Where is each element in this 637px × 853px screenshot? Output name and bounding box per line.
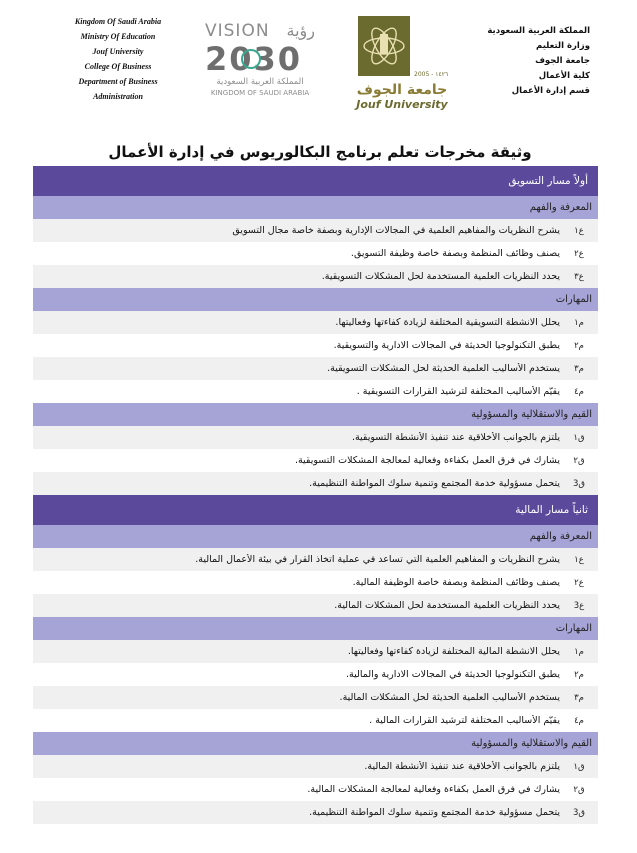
letterhead-line: المملكة العربية السعودية [487,26,590,36]
outcome-text: يطبق التكنولوجيا الحديثة في المجالات الادارية والمالية. [346,669,560,680]
jouf-university-logo [340,12,470,112]
outcome-row [33,571,598,594]
letterhead-line: Administration [93,92,143,101]
outcome-code: ق٢ [573,455,585,466]
outcome-text: يصنف وظائف المنظمة وبصفة خاصة الوظيفة المالية. [352,577,560,588]
outcome-code: ق٢ [573,784,585,795]
outcome-row [33,709,598,732]
letterhead-line: كلية الأعمال [538,71,590,81]
document-header [0,0,637,130]
outcome-code: ع٢ [574,248,584,259]
outcome-row [33,548,598,571]
university-established: 2005 - ١٤٢٦ [414,71,449,78]
vision-arabic-word: رؤية [286,21,315,40]
outcome-code: ق١ [573,761,585,772]
outcome-code: ق3 [572,478,586,489]
outcome-row [33,640,598,663]
outcome-code: م٤ [574,386,584,397]
outcome-text: يتحمل مسؤولية خدمة المجتمع وتنمية سلوك المواطنة التنظيمية. [309,478,560,489]
vision-arabic-subtitle: المملكة العربية السعودية [216,77,304,87]
outcome-text: يحدد النظريات العلمية المستخدمة لحل المشكلات المالية. [334,600,560,611]
outcome-code: م٣ [574,692,584,703]
university-english-name: Jouf University [356,98,448,111]
outcome-code: ق١ [573,432,585,443]
outcome-text: يقيّم الأساليب المختلفة لترشيد القرارات التسويقية . [356,386,560,397]
outcome-code: م٢ [574,669,584,680]
outcome-text: يلتزم بالجوانب الأخلاقية عند تنفيذ الأنشطة التسويقية. [351,432,560,443]
outcome-text: يحلل الانشطة المالية المختلفة لزيادة كفاءتها وفعاليتها. [347,646,560,657]
letterhead-line: Department of Business [78,77,158,86]
document-title: وثيقة مخرجات تعلم برنامج البكالوريوس في إدارة الأعمال [108,143,532,161]
track-header-marketing: أولاً مسار التسويق [33,166,598,196]
outcome-code: م١ [574,646,584,657]
outcome-text: يشارك في فرق العمل بكفاءة وفعالية لمعالجة المشكلات التسويقية. [294,455,560,466]
outcome-row [33,380,598,403]
outcome-text: يلتزم بالجوانب الأخلاقية عند تنفيذ الأنشطة المالية. [364,761,560,772]
letterhead-line: Jouf University [92,47,144,56]
outcome-text: يشرح النظريات و المفاهيم العلمية التي تساعد في عملية اتخاذ القرار في بيئة الأعمال المالية. [195,554,560,565]
vision-year: 2030 [205,40,303,78]
english-letterhead [58,14,178,104]
outcome-row [33,219,598,242]
outcome-text: يشرح النظريات والمفاهيم العلمية في المجالات الإدارية وبصفة خاصة مجال التسويق [232,225,560,236]
vision-word: VISION [205,21,270,41]
outcome-row [33,755,598,778]
outcome-text: يحدد النظريات العلمية المستخدمة لحل المشكلات التسويقية. [321,271,560,282]
outcome-row [33,242,598,265]
outcome-row [33,472,598,495]
category-header: المهارات [33,288,598,311]
outcome-text: يطبق التكنولوجيا الحديثة في المجالات الادارية والتسويقية. [333,340,560,351]
outcome-row [33,357,598,380]
outcome-code: ع١ [574,554,584,565]
outcome-code: م٤ [574,715,584,726]
vision-2030-logo [195,14,325,100]
letterhead-line: جامعة الجوف [535,56,590,66]
outcome-code: ع3 [573,600,585,611]
outcome-row [33,311,598,334]
outcome-row [33,663,598,686]
outcome-row [33,449,598,472]
outcome-code: ق3 [572,807,586,818]
outcome-row [33,778,598,801]
outcome-code: م١ [574,317,584,328]
letterhead-line: Ministry Of Education [80,32,156,41]
outcomes-table [33,166,598,824]
category-header: القيم والاستقلالية والمسؤولية [33,403,598,426]
category-header: المعرفة والفهم [33,196,598,219]
outcome-row [33,801,598,824]
outcome-text: يستخدم الأساليب العلمية الحديثة لحل المشكلات المالية. [339,692,560,703]
letterhead-line: College Of Business [84,62,152,71]
outcome-text: يشارك في فرق العمل بكفاءة وفعالية لمعالجة المشكلات المالية. [307,784,560,795]
outcome-text: يستخدم الأساليب العلمية الحديثة لحل المشكلات التسويقية. [327,363,560,374]
outcome-text: يقيّم الأساليب المختلفة لترشيد القرارات المالية . [369,715,560,726]
outcome-text: يتحمل مسؤولية خدمة المجتمع وتنمية سلوك المواطنة التنظيمية. [309,807,560,818]
arabic-letterhead [480,24,590,99]
letterhead-line: قسم إدارة الأعمال [511,86,590,96]
outcome-code: ع٢ [574,577,584,588]
outcome-code: م٣ [574,363,584,374]
category-header: القيم والاستقلالية والمسؤولية [33,732,598,755]
outcome-row [33,334,598,357]
outcome-text: يصنف وظائف المنظمة وبصفة خاصة وظيفة التسويق. [350,248,560,259]
outcome-code: ع١ [574,225,584,236]
outcome-code: ع٣ [574,271,584,282]
letterhead-line: وزارة التعليم [536,41,590,51]
vision-english-subtitle: KINGDOM OF SAUDI ARABIA [210,89,310,97]
outcome-row [33,265,598,288]
track-header-finance: ثانياً مسار المالية [33,495,598,525]
university-arabic-name: جامعة الجوف [356,82,448,98]
outcome-row [33,594,598,617]
outcome-text: يحلل الانشطة التسويقية المختلفة لزيادة كفاءتها وفعاليتها. [335,317,560,328]
letterhead-line: Kingdom Of Saudi Arabia [74,17,162,26]
outcome-code: م٢ [574,340,584,351]
category-header: المهارات [33,617,598,640]
outcome-row [33,426,598,449]
category-header: المعرفة والفهم [33,525,598,548]
outcome-row [33,686,598,709]
